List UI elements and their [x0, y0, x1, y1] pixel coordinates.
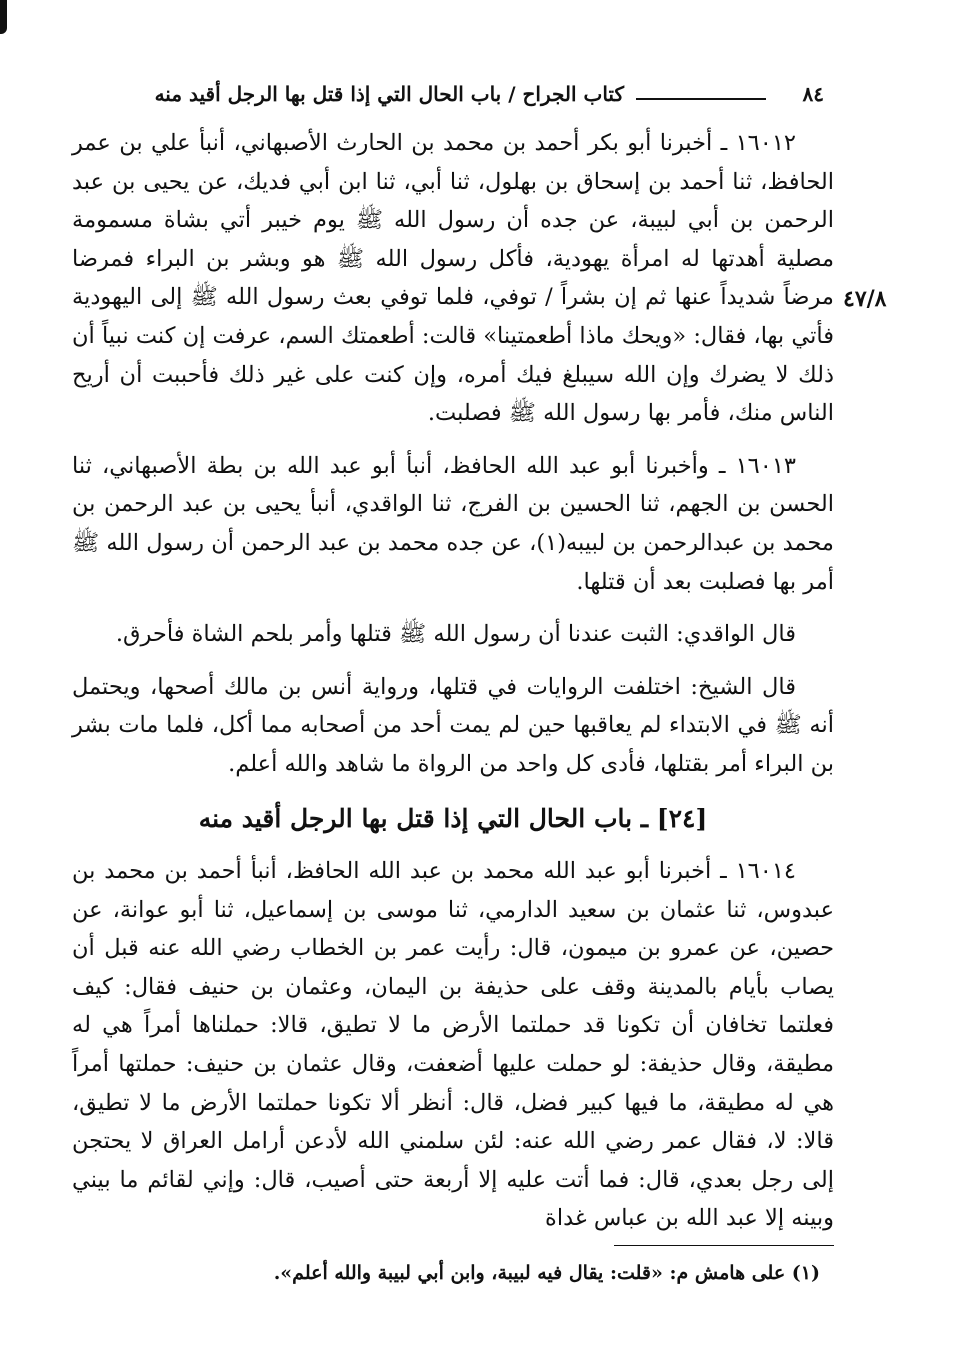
footnote-rule: [614, 1245, 834, 1246]
scan-edge-mark: [0, 0, 7, 34]
section-heading: [٢٤] ـ باب الحال التي إذا قتل بها الرجل أقيد منه: [198, 803, 708, 833]
running-title: كتاب الجراح / باب الحال التي إذا قتل بها الرجل أقيد منه: [154, 82, 624, 106]
marginal-reference: ٤٧/٨: [843, 286, 887, 312]
page-header: [72, 80, 834, 120]
shaykh-comment: قال الشيخ: اختلفت الروايات في قتلها، ورواية أنس بن مالك أصحها، ويحتمل أنه ﷺ في الابتداء لم يعاقبها حين لم يمت أحد من أصحابه مما أكل، فلما مات بشر بن البراء أمر بقتلها، فأدى كل واحد من الرواة ما شاهد والله أعلم.: [72, 673, 834, 777]
hadith-16013: ١٦٠١٣ ـ وأخبرنا أبو عبد الله الحافظ، أنبأ أبو عبد الله بن بطة الأصبهاني، ثنا الحسن بن الجهم، ثنا الحسين بن الفرج، ثنا الواقدي، أنبأ يحيى بن عبد الرحمن بن محمد بن عبدالرحمن بن لبيبه(١)، عن جده محمد بن عبد الرحمن أن رسول الله ﷺ أمر بها فصلبت بعد أن قتلها.: [72, 452, 834, 595]
waqidi-comment: قال الواقدي: الثبت عندنا أن رسول الله ﷺ قتلها وأمر بلحم الشاة فأحرق.: [115, 621, 796, 648]
footnote: (١) على هامش م: «قلت: يقال فيه لبيبة، وابن أبي لبيبة والله أعلم».: [273, 1262, 820, 1284]
header-rule: [636, 98, 766, 100]
main-text: [72, 124, 834, 1238]
hadith-16012: ١٦٠١٢ ـ أخبرنا أبو بكر أحمد بن محمد بن الحارث الأصبهاني، أنبأ علي بن عمر الحافظ، ثنا أحمد بن إسحاق بن بهلول، ثنا أبي، ثنا ابن أبي فديك، عن يحيى بن عبد الرحمن بن أبي لبيبة، عن جده أن رسول الله ﷺ يوم خيبر أتي بشاة مسمومة مصلية أهدتها له امرأة يهودية، فأكل رسول الله ﷺ هو وبشر بن البراء فمرضا مرضاً شديداً عنها ثم إن بشراً / توفي، فلما توفي بعث رسول الله ﷺ إلى اليهودية فأتي بها، فقال: «ويحك ماذا أطعمتينا» قالت: أطعمتك السم، عرفت إن كنت نبياً أن ذلك لا يضرك وإن الله سيبلغ فيك أمره، وإن كنت على غير ذلك فأحببت أن أريح الناس منك، فأمر بها رسول الله ﷺ فصلبت.: [72, 130, 834, 427]
page-number: ٨٤: [802, 82, 824, 106]
hadith-16014: ١٦٠١٤ ـ أخبرنا أبو عبد الله محمد بن عبد الله الحافظ، أنبأ أحمد بن محمد بن عبدوس، ثنا عثمان بن سعيد الدارمي، ثنا موسى بن إسماعيل، ثنا أبو عوانة، عن حصين، عن عمرو بن ميمون، قال: رأيت عمر بن الخطاب رضي الله عنه قبل أن يصاب بأيام بالمدينة وقف على حذيفة بن اليمان، وعثمان بن حنيف فقال: كيف فعلتما تخافان أن تكونا قد حملتما الأرض ما لا تطيق، قالا: حملناها أمراً هي له مطيقة، وقال حذيفة: لو حملت عليها أضعفت، وقال عثمان بن حنيف: حملتها أمراً هي له مطيقة، ما فيها كبير فضل، قال: أنظر ألا تكونا حملتما الأرض ما لا تطيق، قالا: لا، فقال عمر رضي الله عنه: لئن سلمني الله لأدعن أرامل العراق لا يحتجن إلى رجل بعدي، قال: فما أتت عليه إلا أربعة حتى أصيب، قال: وإني لقائم ما بيني وبينه إلا عبد الله بن عباس غداة: [72, 858, 834, 1232]
